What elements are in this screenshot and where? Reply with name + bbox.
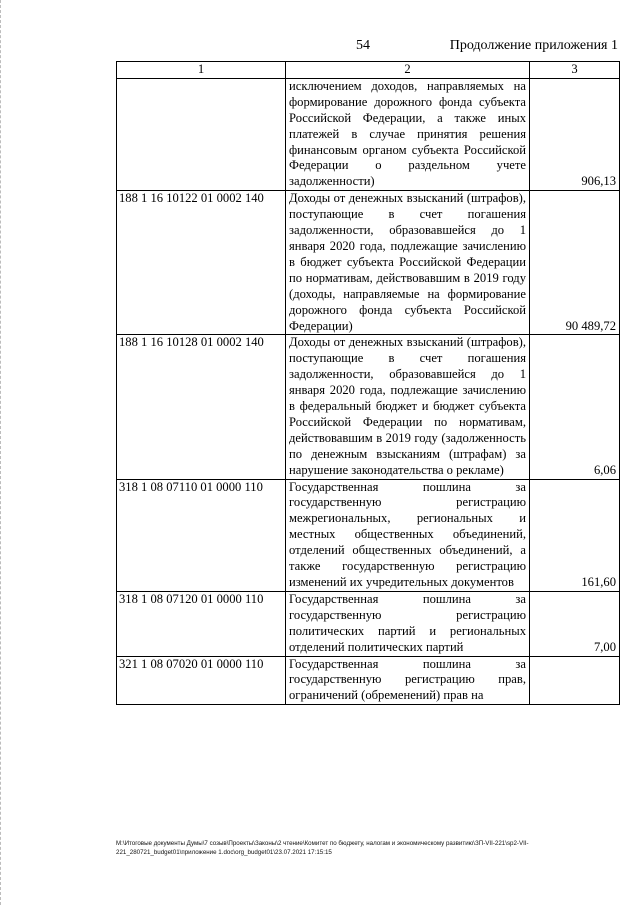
- file-path-footer: M:\Итоговые документы Думы\7 созыв\Проекты\Законы\2 чтение\Комитет по бюджету, налогам и экономическому развитию\ЗП-VII-221\sp2-VII-221_280721_budget01\приложение 1.doc\org_budget01\23.07.2021 17:15:15: [116, 840, 529, 856]
- amount: 90 489,72: [530, 191, 620, 335]
- revenue-description: Государственная пошлина за государственную регистрацию политических партий и региональных отделений политических партий: [286, 591, 530, 656]
- amount: [530, 656, 620, 705]
- binding-edge: [0, 0, 6, 905]
- budget-code: 188 1 16 10128 01 0002 140: [117, 335, 286, 479]
- column-number-2: 2: [286, 62, 530, 79]
- budget-code: [117, 78, 286, 190]
- amount: 6,06: [530, 335, 620, 479]
- table-row: [117, 78, 620, 190]
- page-number: 54: [356, 38, 370, 53]
- amount: 161,60: [530, 479, 620, 591]
- column-number-row: [117, 62, 620, 79]
- revenue-description: исключением доходов, направляемых на формирование дорожного фонда субъекта Российской Федерации, а также иных платежей в случае принятия решения финансовым органом субъекта Российской Федерации о раздельном учете задолженности): [286, 78, 530, 190]
- amount: 906,13: [530, 78, 620, 190]
- revenue-table: [116, 61, 620, 705]
- budget-code: 188 1 16 10122 01 0002 140: [117, 191, 286, 335]
- column-number-1: 1: [117, 62, 286, 79]
- table-row: [117, 335, 620, 479]
- continuation-label: Продолжение приложения 1: [449, 38, 618, 53]
- revenue-description: Государственная пошлина за государственную регистрацию прав, ограничений (обременений) прав на: [286, 656, 530, 705]
- budget-code: 318 1 08 07110 01 0000 110: [117, 479, 286, 591]
- budget-code: 321 1 08 07020 01 0000 110: [117, 656, 286, 705]
- revenue-description: Доходы от денежных взысканий (штрафов), поступающие в счет погашения задолженности, образовавшейся до 1 января 2020 года, подлежащие зачислению в федеральный бюджет и бюджет субъекта Российской Федерации по нормативам, действовавшим в 2019 году (задолженность по денежным взысканиям (штрафам) за нарушение законодательства о рекламе): [286, 335, 530, 479]
- revenue-description: Доходы от денежных взысканий (штрафов), поступающие в счет погашения задолженности, образовавшейся до 1 января 2020 года, подлежащие зачислению в бюджет субъекта Российской Федерации по нормативам, действовавшим в 2019 году (доходы, направляемые на формирование дорожного фонда субъекта Российской Федерации): [286, 191, 530, 335]
- column-number-3: 3: [530, 62, 620, 79]
- revenue-description: Государственная пошлина за государственную регистрацию межрегиональных, региональных и местных общественных объединений, отделений общественных объединений, а также государственную регистрацию изменений их учредительных документов: [286, 479, 530, 591]
- amount: 7,00: [530, 591, 620, 656]
- table-row: [117, 591, 620, 656]
- table-row: [117, 191, 620, 335]
- table-row: [117, 479, 620, 591]
- table-row: [117, 656, 620, 705]
- budget-code: 318 1 08 07120 01 0000 110: [117, 591, 286, 656]
